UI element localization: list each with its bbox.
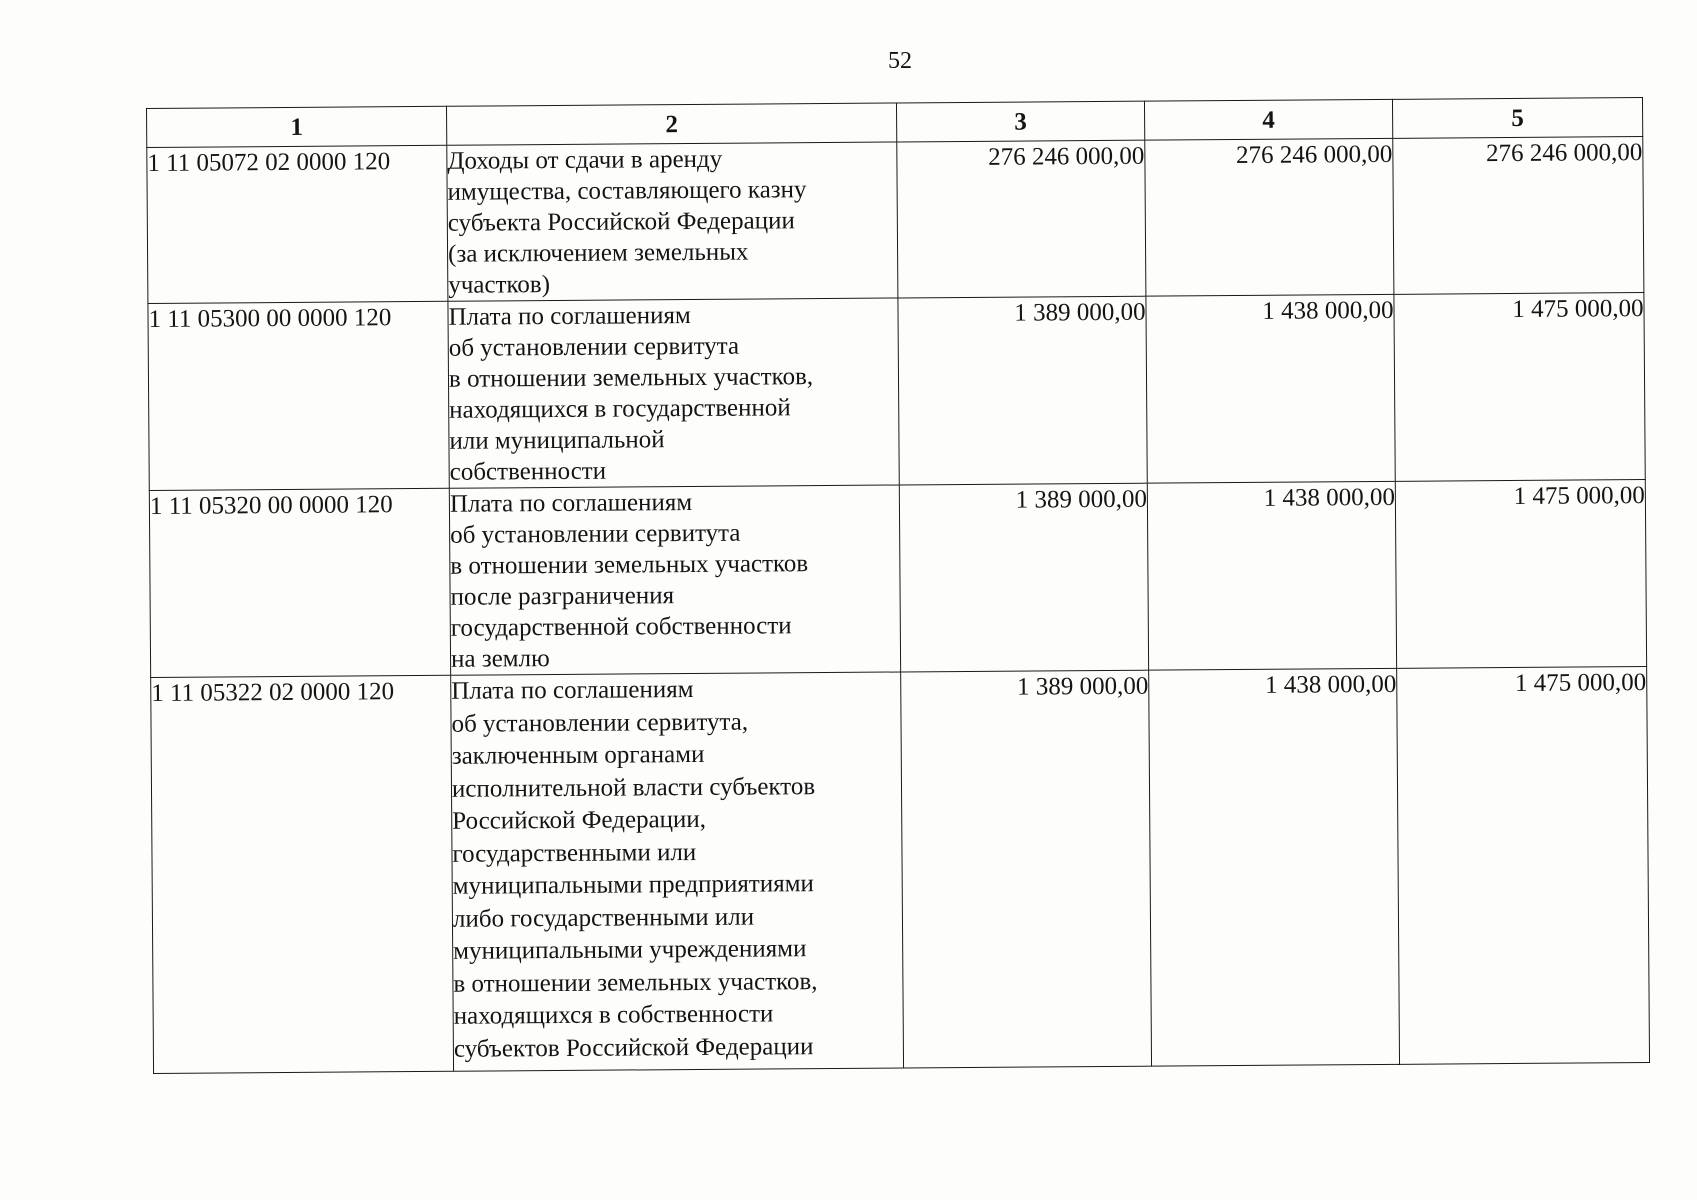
table-row — [148, 293, 1645, 491]
description-line: (за исключением земельных — [447, 238, 749, 268]
description-line: муниципальными предприятиями — [452, 870, 814, 900]
header-cell-1: 1 — [147, 106, 447, 147]
description-line: находящихся в государственной — [449, 394, 791, 424]
description-line: об установлении сервитута, — [451, 708, 749, 738]
description-line: заключенным органами — [451, 740, 705, 770]
description-line: субъектов Российской Федерации — [453, 1032, 814, 1063]
amount-col5-cell: 276 246 000,00 — [1393, 137, 1644, 295]
description-line: об установлении сервитута — [450, 519, 741, 549]
budget-code-cell: 1 11 05322 02 0000 120 — [151, 675, 454, 1073]
header-cell-4: 4 — [1144, 99, 1392, 140]
table-row — [147, 137, 1644, 304]
description-line: Плата по соглашениям — [449, 489, 693, 518]
description-cell — [447, 142, 898, 301]
amount-col5-cell: 1 475 000,00 — [1397, 667, 1650, 1065]
description-cell — [451, 672, 904, 1071]
table-row — [151, 667, 1650, 1074]
description-line: об установлении сервитута — [448, 332, 740, 362]
description-line: в отношении земельных участков, — [448, 363, 814, 393]
description-line: либо государственными или — [452, 903, 755, 933]
description-cell — [448, 298, 899, 488]
amount-col3-cell: 1 389 000,00 — [898, 296, 1147, 485]
description-line: государственной собственности — [450, 612, 792, 642]
description-line: находящихся в собственности — [453, 1000, 774, 1030]
description-line: в отношении земельных участков — [450, 550, 809, 580]
description-line: имущества, составляющего казну — [447, 176, 807, 206]
header-cell-5: 5 — [1392, 98, 1642, 139]
description-line: государственными или — [452, 838, 697, 868]
description-line: исполнительной власти субъектов — [451, 772, 816, 803]
amount-col3-cell: 1 389 000,00 — [901, 670, 1152, 1068]
amount-col4-cell: 276 246 000,00 — [1145, 138, 1394, 296]
table-row — [149, 480, 1646, 678]
budget-code-cell: 1 11 05320 00 0000 120 — [149, 488, 450, 677]
header-cell-3: 3 — [896, 101, 1144, 142]
amount-col4-cell: 1 438 000,00 — [1149, 668, 1400, 1066]
description-line: участков) — [448, 271, 551, 299]
amount-col4-cell: 1 438 000,00 — [1147, 481, 1396, 670]
description-line: после разграничения — [450, 582, 675, 611]
description-line: Плата по соглашениям — [448, 302, 691, 331]
page-number: 52 — [888, 48, 912, 74]
description-line: Плата по соглашениям — [451, 676, 694, 705]
description-line: Российской Федерации, — [452, 805, 707, 835]
budget-code-cell: 1 11 05300 00 0000 120 — [148, 301, 449, 490]
description-line: муниципальными учреждениями — [453, 935, 807, 965]
amount-col4-cell: 1 438 000,00 — [1146, 294, 1395, 483]
amount-col5-cell: 1 475 000,00 — [1394, 293, 1645, 482]
description-line: субъекта Российской Федерации — [447, 207, 795, 237]
budget-code-cell: 1 11 05072 02 0000 120 — [147, 145, 448, 303]
description-line: или муниципальной — [449, 426, 665, 455]
amount-col3-cell: 276 246 000,00 — [897, 140, 1146, 298]
budget-revenue-table — [146, 97, 1650, 1074]
description-line: на землю — [450, 645, 550, 673]
description-line: Доходы от сдачи в аренду — [447, 145, 723, 175]
amount-col3-cell: 1 389 000,00 — [899, 483, 1148, 672]
description-line: собственности — [449, 457, 607, 486]
description-line: в отношении земельных участков, — [453, 967, 818, 998]
description-cell — [449, 485, 900, 675]
amount-col5-cell: 1 475 000,00 — [1395, 480, 1646, 669]
header-cell-2: 2 — [446, 103, 896, 145]
